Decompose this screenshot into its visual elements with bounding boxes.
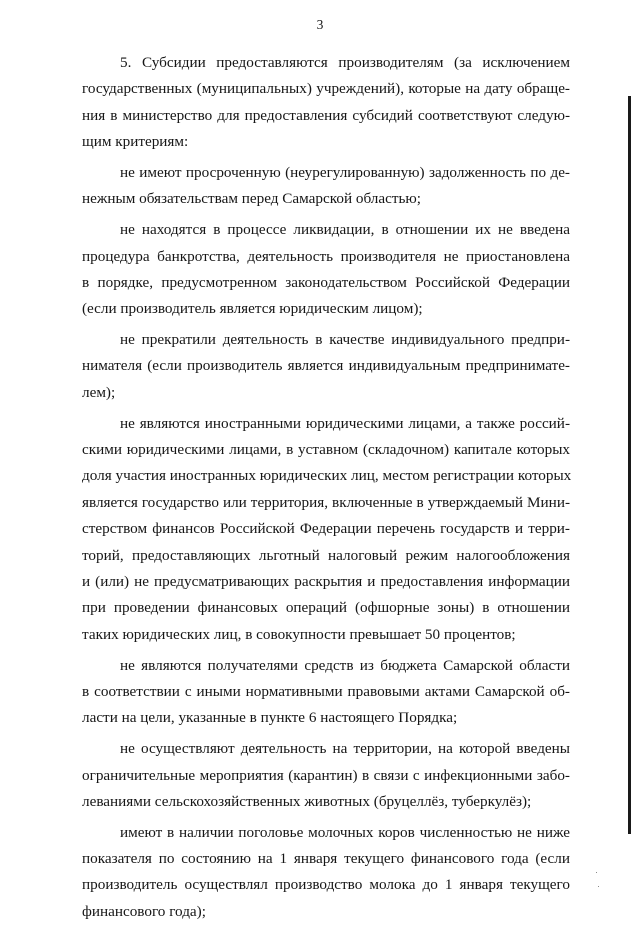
paragraph-foreign-entities bbox=[82, 411, 570, 649]
text-line: показателя по состоянию на 1 января текущего финансового года (если bbox=[82, 850, 570, 868]
text-line: леваниями сельскохозяйственных животных (бруцеллёз, туберкулёз); bbox=[82, 792, 532, 810]
paragraph-entrepreneur bbox=[82, 327, 570, 406]
text-line: финансового года); bbox=[82, 902, 206, 920]
text-line: государственных (муниципальных) учреждений), которые на дату обраще- bbox=[82, 80, 570, 98]
text-line: скими юридическими лицами, в уставном (складочном) капитале которых bbox=[82, 441, 570, 459]
text-line: щим критериям: bbox=[82, 133, 189, 151]
text-line: не находятся в процессе ликвидации, в отношении их не введена bbox=[120, 221, 570, 239]
paragraph-no-liquidation bbox=[82, 217, 570, 323]
text-line: нежным обязательствам перед Самарской областью; bbox=[82, 190, 421, 208]
text-line: не осуществляют деятельность на территории, на которой введены bbox=[120, 740, 570, 758]
page-number: 3 bbox=[316, 17, 324, 32]
paragraph-quarantine bbox=[82, 736, 570, 815]
scan-speck bbox=[598, 886, 599, 887]
text-line: не являются получателями средств из бюджета Самарской области bbox=[120, 656, 570, 674]
text-line: не прекратили деятельность в качестве индивидуального предпри- bbox=[120, 331, 570, 349]
text-line: и (или) не предусматривающих раскрытия и предоставления информации bbox=[82, 572, 570, 590]
text-line: при проведении финансовых операций (офшорные зоны) в отношении bbox=[82, 599, 570, 617]
paragraph-no-debt bbox=[82, 160, 570, 213]
text-line: в порядке, предусмотренном законодательством Российской Федерации bbox=[82, 273, 570, 291]
text-line: лем); bbox=[82, 383, 116, 401]
text-line: ния в министерство для предоставления субсидий соответствуют следую- bbox=[82, 106, 570, 124]
text-line: доля участия иностранных юридических лиц, местом регистрации которых bbox=[82, 467, 572, 485]
text-line: не имеют просроченную (неурегулированную) задолженность по де- bbox=[120, 163, 570, 181]
text-line: нимателя (если производитель является индивидуальным предпринимате- bbox=[82, 357, 570, 375]
text-line: 5. Субсидии предоставляются производителям (за исключением bbox=[120, 54, 570, 71]
text-line: торий, предоставляющих льготный налоговый режим налогообложения bbox=[82, 546, 570, 564]
scan-speck bbox=[596, 872, 597, 873]
paragraph-livestock bbox=[82, 820, 570, 926]
text-line: производитель осуществлял производство молока до 1 января текущего bbox=[82, 876, 570, 894]
text-line: стерством финансов Российской Федерации перечень государств и терри- bbox=[82, 520, 570, 538]
text-line: в соответствии с иными нормативными правовыми актами Самарской об- bbox=[82, 682, 570, 700]
document-body bbox=[82, 50, 570, 930]
text-line: процедура банкротства, деятельность производителя не приостановлена bbox=[82, 247, 570, 265]
paragraph-criteria-intro bbox=[82, 50, 570, 156]
scan-edge-shadow bbox=[628, 96, 631, 834]
text-line: таких юридических лиц, в совокупности превышает 50 процентов; bbox=[82, 625, 516, 643]
text-line: имеют в наличии поголовье молочных коров численностью не ниже bbox=[120, 823, 570, 841]
text-line: не являются иностранными юридическими лицами, а также россий- bbox=[120, 414, 570, 432]
text-line: ограничительные мероприятия (карантин) в связи с инфекционными забо- bbox=[82, 766, 570, 784]
paragraph-budget bbox=[82, 653, 570, 732]
text-line: ласти на цели, указанные в пункте 6 настоящего Порядка; bbox=[82, 709, 458, 727]
text-line: является государство или территория, включенные в утверждаемый Мини- bbox=[82, 493, 570, 511]
text-line: (если производитель является юридическим лицом); bbox=[82, 300, 423, 318]
